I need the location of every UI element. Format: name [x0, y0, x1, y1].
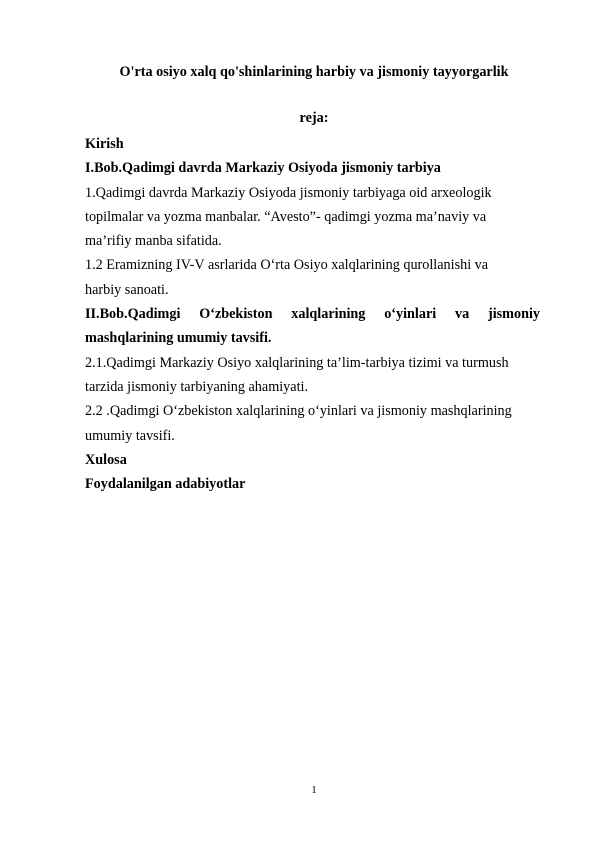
toc-section-2-1-line-1: 2.1.Qadimgi Markaziy Osiyo xalqlarining ta’lim-tarbiya tizimi va turmush — [85, 354, 509, 371]
document-title: O'rta osiyo xalq qo'shinlarining harbiy va jismoniy tayyorgarlik — [119, 64, 509, 80]
chapter-2-word: II.Bob.Qadimgi — [85, 306, 181, 323]
chapter-2-word: O‘zbekiston — [199, 306, 273, 323]
toc-intro: Kirish — [85, 136, 124, 152]
toc-section-1-1-line-2: topilmalar va yozma manbalar. “Avesto”- qadimgi yozma ma’naviy va — [85, 208, 487, 225]
plan-heading: reja: — [299, 110, 329, 126]
chapter-2-word: jismoniy — [487, 306, 540, 323]
toc-chapter-2-heading-line-1 — [85, 302, 540, 326]
chapter-2-word: o‘yinlari — [384, 306, 437, 323]
chapter-2-word: xalqlarining — [291, 306, 366, 323]
toc-section-1-2-line-2: harbiy sanoati. — [85, 281, 169, 298]
toc-conclusion: Xulosa — [85, 451, 127, 468]
toc-section-1-1-line-3: ma’rifiy manba sifatida. — [85, 233, 222, 250]
toc-section-1-2-line-1: 1.2 Eramizning IV-V asrlarida O‘rta Osiyo xalqlarining qurollanishi va — [85, 257, 489, 274]
toc-chapter-2-heading-line-2: mashqlarining umumiy tavsifi. — [85, 330, 272, 347]
toc-section-1-1-line-1: 1.Qadimgi davrda Markaziy Osiyoda jismoniy tarbiyaga oid arxeologik — [85, 184, 492, 201]
toc-section-2-2-line-1: 2.2 .Qadimgi O‘zbekiston xalqlarining o‘yinlari va jismoniy mashqlarining — [85, 403, 512, 420]
toc-chapter-1-heading: I.Bob.Qadimgi davrda Markaziy Osiyoda jismoniy tarbiya — [85, 160, 441, 177]
toc-section-2-1-line-2: tarzida jismoniy tarbiyaning ahamiyati. — [85, 378, 308, 395]
chapter-2-word: va — [455, 306, 470, 323]
table-of-contents — [85, 132, 540, 496]
page-number: 1 — [311, 784, 317, 796]
toc-references: Foydalanilgan adabiyotlar — [85, 476, 246, 493]
toc-section-2-2-line-2: umumiy tavsifi. — [85, 427, 175, 444]
